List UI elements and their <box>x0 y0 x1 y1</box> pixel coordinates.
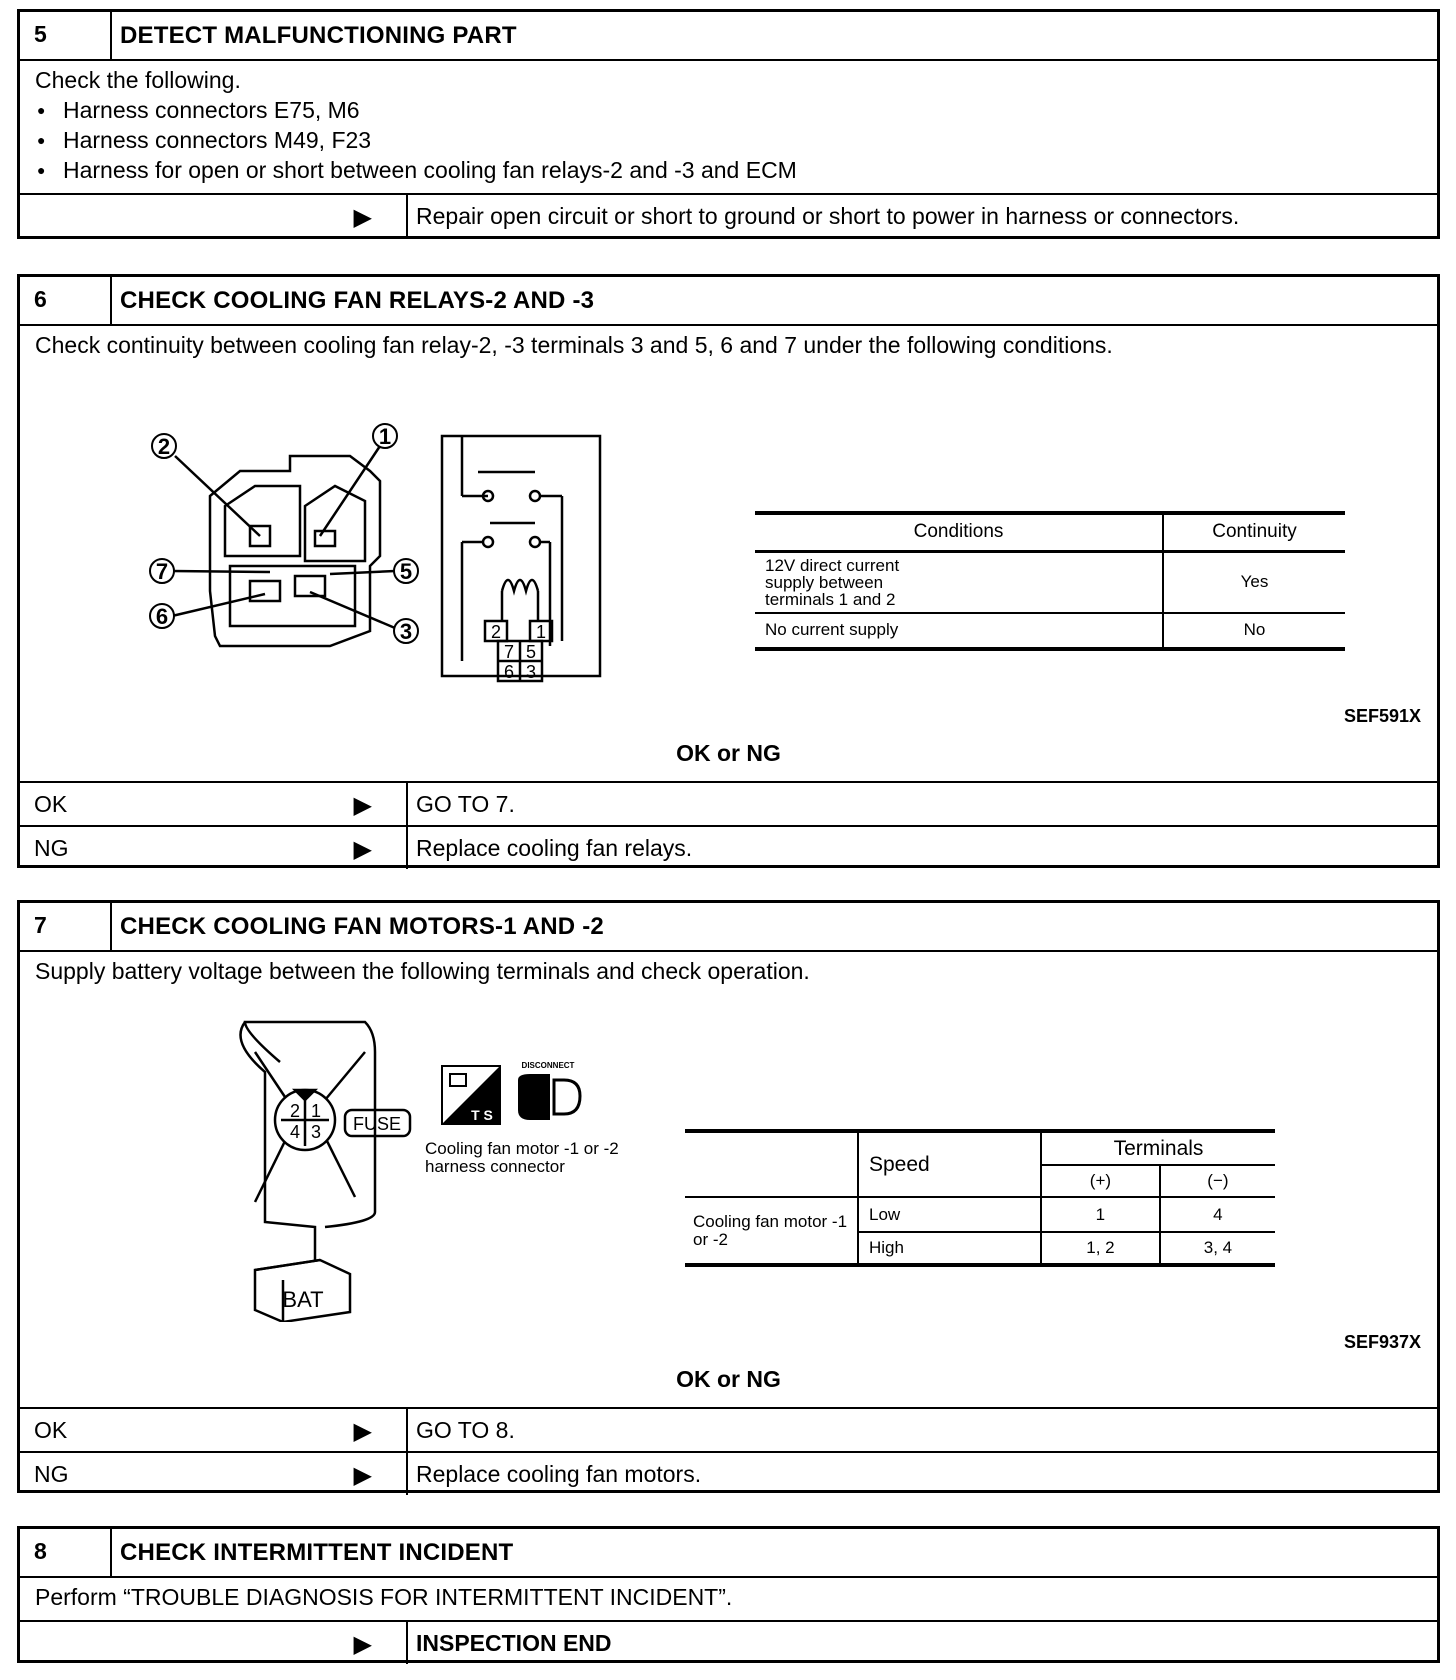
relay-terminal-label: 1 <box>535 622 547 642</box>
terminal-marker: 5 <box>399 559 413 584</box>
step-intro: Check continuity between cooling fan relay-2, -3 terminals 3 and 5, 6 and 7 under the following conditions. <box>35 332 1113 358</box>
step-7-figure <box>20 952 1437 1407</box>
step-5 <box>17 9 1440 239</box>
result-label: OK <box>34 791 68 817</box>
motor-test-illustration <box>225 1012 415 1322</box>
ts-label: T S <box>471 1107 493 1123</box>
result-label-cell <box>20 195 408 237</box>
arrow-right-icon: ▶ <box>353 1462 372 1489</box>
result-label: NG <box>34 1461 69 1487</box>
terminal-table <box>685 1129 1275 1267</box>
terminal-marker: 7 <box>155 559 169 584</box>
table-corner <box>685 1131 858 1197</box>
check-item: ● Harness for open or short between cooling fan relays-2 and -3 and ECM <box>35 155 1437 185</box>
arrow-right-icon: ▶ <box>353 792 372 819</box>
connector-terminal-label: 1 <box>310 1101 322 1121</box>
continuity-table <box>755 511 1345 651</box>
step-intro: Check the following. <box>35 67 241 93</box>
relay-terminal-label: 6 <box>503 662 515 682</box>
result-row-ok <box>20 781 1437 825</box>
step-6-figure <box>20 326 1437 781</box>
figure-code: SEF937X <box>1343 1332 1421 1352</box>
terminal-marker: 1 <box>378 424 392 449</box>
result-label-cell <box>20 1409 408 1451</box>
relay-terminal-label: 7 <box>503 642 515 662</box>
table-cell: 12V direct current supply between terminals 1 and 2 <box>755 551 1163 613</box>
result-action: Repair open circuit or short to ground or short to power in harness or connectors. <box>416 203 1240 229</box>
table-header: Conditions <box>755 513 1163 551</box>
result-label-cell <box>20 1622 408 1664</box>
result-action: Replace cooling fan relays. <box>416 835 693 861</box>
step-title: CHECK COOLING FAN MOTORS-1 AND -2 <box>120 913 604 940</box>
result-label: NG <box>34 835 69 861</box>
result-row-ok <box>20 1407 1437 1451</box>
minus-header: (−) <box>1160 1165 1275 1197</box>
step-8-header <box>20 1529 1437 1578</box>
step-number: 8 <box>20 1529 112 1576</box>
table-cell: Yes <box>1240 572 1269 591</box>
result-label-cell <box>20 827 408 869</box>
plus-cell: 1 <box>1041 1197 1160 1232</box>
harness-connector-icons <box>440 1060 620 1130</box>
check-list <box>35 95 1437 185</box>
row-label: Cooling fan motor -1 or -2 <box>685 1197 858 1265</box>
result-action: GO TO 8. <box>416 1417 515 1443</box>
step-8 <box>17 1526 1440 1663</box>
terminals-header: Terminals <box>1041 1131 1275 1165</box>
step-6 <box>17 274 1440 868</box>
step-number: 6 <box>20 277 112 324</box>
speed-cell: High <box>858 1232 1041 1265</box>
step-intro: Perform “TROUBLE DIAGNOSIS FOR INTERMITTENT INCIDENT”. <box>35 1584 733 1610</box>
speed-header: Speed <box>858 1131 1041 1197</box>
connector-terminal-label: 3 <box>310 1122 322 1142</box>
plus-header: (+) <box>1041 1165 1160 1197</box>
result-row <box>20 193 1437 237</box>
ok-or-ng-heading: OK or NG <box>676 740 781 766</box>
result-label-cell <box>20 1453 408 1495</box>
relay-illustration <box>130 396 650 716</box>
table-cell: No current supply <box>755 613 1163 649</box>
fuse-label: FUSE <box>352 1114 402 1134</box>
step-number: 5 <box>20 12 112 59</box>
step-number: 7 <box>20 903 112 950</box>
minus-cell: 3, 4 <box>1203 1238 1233 1257</box>
arrow-right-icon: ▶ <box>353 204 372 231</box>
check-item: ● Harness connectors M49, F23 <box>35 125 1437 155</box>
result-action: INSPECTION END <box>416 1630 612 1656</box>
minus-cell: 4 <box>1160 1197 1275 1232</box>
relay-terminal-label: 2 <box>490 622 502 642</box>
result-row <box>20 1620 1437 1664</box>
step-6-header <box>20 277 1437 326</box>
connector-terminal-label: 4 <box>289 1122 301 1142</box>
table-cell: No <box>1243 620 1266 639</box>
ok-or-ng-heading: OK or NG <box>676 1366 781 1392</box>
result-action: Replace cooling fan motors. <box>416 1461 702 1487</box>
disconnect-label: DISCONNECT <box>521 1061 575 1070</box>
disconnect-icon <box>518 1074 550 1120</box>
result-label: OK <box>34 1417 68 1443</box>
step-7 <box>17 900 1440 1493</box>
step-7-header <box>20 903 1437 952</box>
check-item: ● Harness connectors E75, M6 <box>35 95 1437 125</box>
terminal-marker: 2 <box>157 434 171 459</box>
figure-code: SEF591X <box>1343 706 1421 726</box>
result-row-ng <box>20 1451 1437 1495</box>
terminal-marker: 6 <box>155 604 169 629</box>
relay-terminal-label: 3 <box>525 662 537 682</box>
connector-caption: Cooling fan motor -1 or -2 harness connector <box>425 1139 619 1176</box>
arrow-right-icon: ▶ <box>353 1418 372 1445</box>
step-title: CHECK INTERMITTENT INCIDENT <box>120 1539 514 1566</box>
step-5-header <box>20 12 1437 61</box>
speed-cell: Low <box>858 1197 1041 1232</box>
result-label-cell <box>20 783 408 825</box>
step-title: DETECT MALFUNCTIONING PART <box>120 22 517 49</box>
step-5-body <box>20 61 1437 193</box>
step-title: CHECK COOLING FAN RELAYS-2 AND -3 <box>120 287 595 314</box>
arrow-right-icon: ▶ <box>353 1631 372 1658</box>
terminal-marker: 3 <box>399 619 413 644</box>
battery-label: BAT <box>282 1287 324 1312</box>
result-row-ng <box>20 825 1437 869</box>
table-header: Continuity <box>1212 521 1297 543</box>
plus-cell: 1, 2 <box>1041 1232 1160 1265</box>
result-action: GO TO 7. <box>416 791 515 817</box>
connector-terminal-label: 2 <box>289 1101 301 1121</box>
relay-terminal-label: 5 <box>525 642 537 662</box>
step-intro: Supply battery voltage between the following terminals and check operation. <box>35 958 810 984</box>
arrow-right-icon: ▶ <box>353 836 372 863</box>
